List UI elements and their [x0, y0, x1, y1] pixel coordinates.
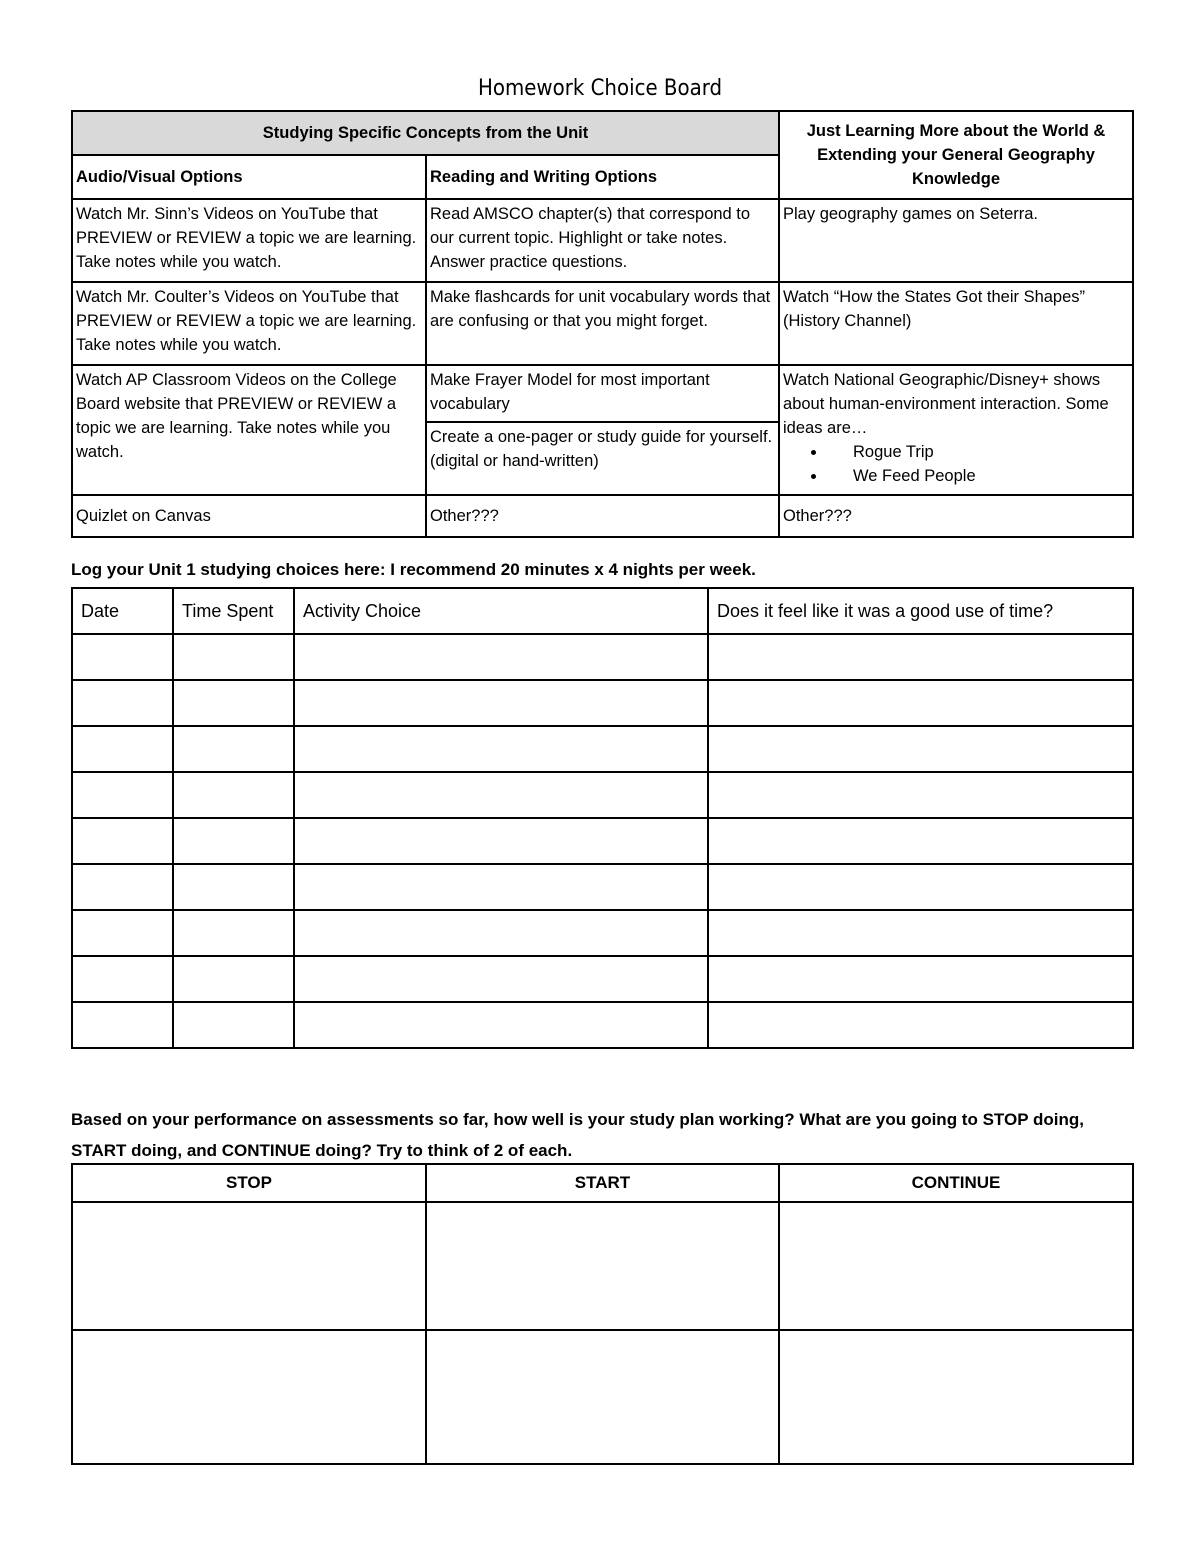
table-row	[72, 956, 1133, 1002]
log-cell[interactable]	[294, 680, 708, 726]
start-cell[interactable]	[426, 1330, 779, 1464]
log-cell[interactable]	[173, 634, 294, 680]
log-cell[interactable]	[72, 634, 173, 680]
page-title: Homework Choice Board	[477, 76, 723, 101]
log-cell[interactable]	[294, 726, 708, 772]
log-cell[interactable]	[173, 1002, 294, 1048]
log-header-good-use: Does it feel like it was a good use of time?	[708, 588, 1133, 634]
log-cell[interactable]	[173, 680, 294, 726]
board-cell: Watch “How the States Got their Shapes” (History Channel)	[779, 282, 1133, 365]
col1-header: Audio/Visual Options	[72, 155, 426, 199]
log-cell[interactable]	[173, 864, 294, 910]
table-row	[72, 1002, 1133, 1048]
board-cell: Watch Mr. Sinn’s Videos on YouTube that PREVIEW or REVIEW a topic we are learning. Take notes while you watch.	[72, 199, 426, 282]
log-cell[interactable]	[173, 956, 294, 1002]
log-cell[interactable]	[173, 910, 294, 956]
stop-cell[interactable]	[72, 1330, 426, 1464]
table-row	[72, 1330, 1133, 1464]
log-cell[interactable]	[72, 680, 173, 726]
log-cell[interactable]	[708, 1002, 1133, 1048]
log-cell[interactable]	[708, 772, 1133, 818]
table-row	[72, 864, 1133, 910]
log-cell[interactable]	[72, 818, 173, 864]
board-cell: Create a one-pager or study guide for yourself. (digital or hand-written)	[426, 422, 779, 495]
log-cell[interactable]	[294, 772, 708, 818]
log-cell[interactable]	[708, 634, 1133, 680]
log-cell[interactable]	[173, 818, 294, 864]
table-row	[72, 634, 1133, 680]
log-cell[interactable]	[173, 772, 294, 818]
log-cell[interactable]	[708, 680, 1133, 726]
log-cell[interactable]	[294, 1002, 708, 1048]
log-cell[interactable]	[72, 910, 173, 956]
list-item: • We Feed People	[827, 464, 1129, 488]
log-cell[interactable]	[294, 864, 708, 910]
choice-board-table	[71, 110, 1134, 538]
continue-cell[interactable]	[779, 1330, 1133, 1464]
group-header: Studying Specific Concepts from the Unit	[72, 111, 779, 155]
stop-cell[interactable]	[72, 1202, 426, 1330]
board-cell: Watch AP Classroom Videos on the College Board website that PREVIEW or REVIEW a topic we are learning. Take notes while you watch.	[72, 365, 426, 495]
board-cell: Other???	[779, 495, 1133, 537]
board-cell: Make Frayer Model for most important vocabulary	[426, 365, 779, 422]
log-header-time: Time Spent	[173, 588, 294, 634]
table-row	[72, 1202, 1133, 1330]
board-cell: Play geography games on Seterra.	[779, 199, 1133, 282]
reflection-prompt: Based on your performance on assessments so far, how well is your study plan working? What are you going to STOP doing, START doing, and CONTINUE doing? Try to think of 2 of each.	[71, 1110, 1084, 1160]
log-cell[interactable]	[72, 864, 173, 910]
table-row	[72, 680, 1133, 726]
table-row	[72, 772, 1133, 818]
list-item: • Rogue Trip	[827, 440, 1129, 464]
start-cell[interactable]	[426, 1202, 779, 1330]
log-cell[interactable]	[708, 910, 1133, 956]
start-header: START	[426, 1164, 779, 1202]
log-cell[interactable]	[72, 1002, 173, 1048]
log-cell[interactable]	[708, 956, 1133, 1002]
ideas-list	[783, 440, 1129, 488]
ideas-intro: Watch National Geographic/Disney+ shows about human-environment interaction. Some ideas are…	[783, 371, 1109, 437]
continue-cell[interactable]	[779, 1202, 1133, 1330]
log-cell[interactable]	[708, 726, 1133, 772]
stop-start-continue-table	[71, 1163, 1134, 1465]
board-cell: Watch Mr. Coulter’s Videos on YouTube that PREVIEW or REVIEW a topic we are learning. Take notes while you watch.	[72, 282, 426, 365]
log-cell[interactable]	[294, 910, 708, 956]
board-cell-ideas	[779, 365, 1133, 495]
board-cell: Quizlet on Canvas	[72, 495, 426, 537]
board-cell: Read AMSCO chapter(s) that correspond to our current topic. Highlight or take notes. Answer practice questions.	[426, 199, 779, 282]
study-log-table	[71, 587, 1134, 1049]
continue-header: CONTINUE	[779, 1164, 1133, 1202]
log-cell[interactable]	[173, 726, 294, 772]
log-cell[interactable]	[72, 726, 173, 772]
log-cell[interactable]	[294, 956, 708, 1002]
stop-header: STOP	[72, 1164, 426, 1202]
table-row	[72, 818, 1133, 864]
col2-header: Reading and Writing Options	[426, 155, 779, 199]
table-row	[72, 726, 1133, 772]
log-cell[interactable]	[708, 818, 1133, 864]
table-row	[72, 910, 1133, 956]
log-cell[interactable]	[72, 956, 173, 1002]
board-cell: Other???	[426, 495, 779, 537]
log-cell[interactable]	[294, 818, 708, 864]
log-cell[interactable]	[708, 864, 1133, 910]
log-cell[interactable]	[294, 634, 708, 680]
log-header-activity: Activity Choice	[294, 588, 708, 634]
board-cell: Make flashcards for unit vocabulary words that are confusing or that you might forget.	[426, 282, 779, 365]
log-instruction: Log your Unit 1 studying choices here: I recommend 20 minutes x 4 nights per week.	[71, 560, 756, 579]
log-header-date: Date	[72, 588, 173, 634]
log-cell[interactable]	[72, 772, 173, 818]
col3-header: Just Learning More about the World & Extending your General Geography Knowledge	[779, 111, 1133, 199]
